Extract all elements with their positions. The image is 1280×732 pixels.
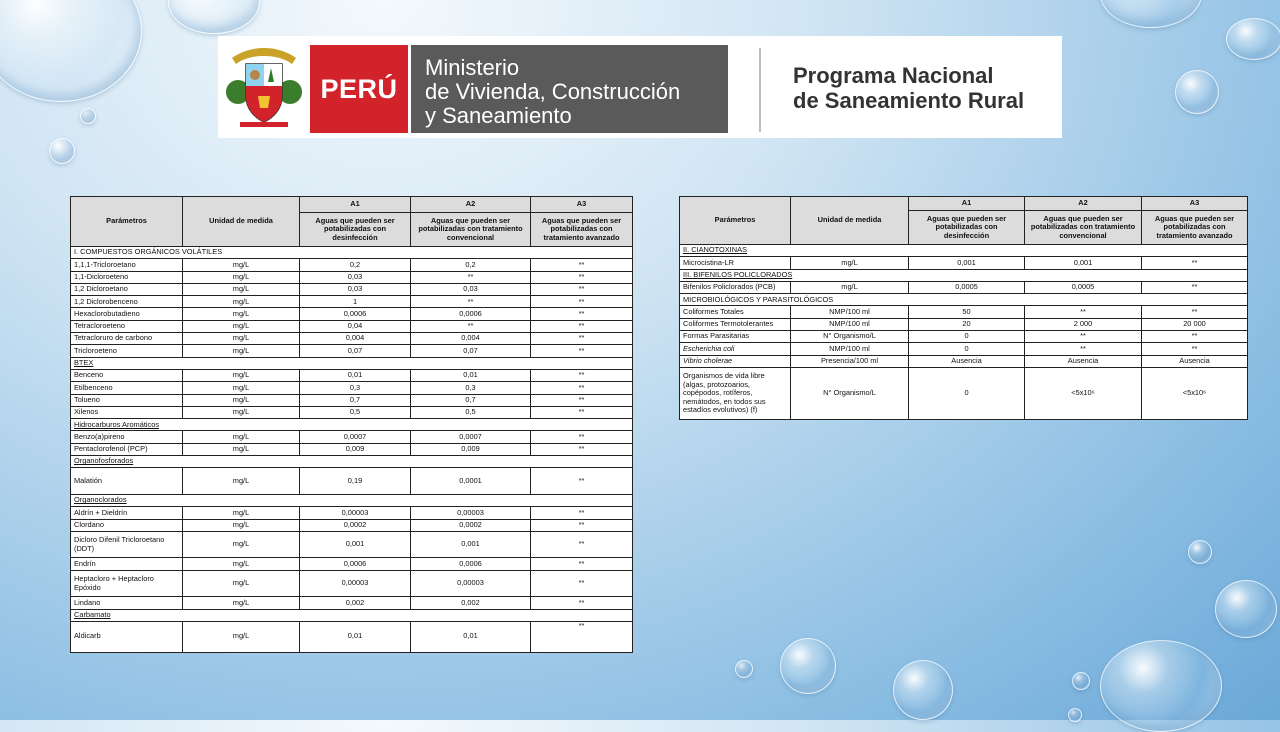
table-row xyxy=(680,257,1248,269)
water-droplet xyxy=(80,108,96,124)
a3-value-cell: ** xyxy=(1142,306,1248,318)
parameter-cell: Benceno xyxy=(71,369,183,381)
a3-value-cell: ** xyxy=(531,283,633,295)
section-row xyxy=(71,357,633,369)
parameter-cell: 1,1,1-Tricloroetano xyxy=(71,259,183,271)
a2-value-cell: 0,00003 xyxy=(411,507,531,519)
a3-value-cell: ** xyxy=(531,333,633,345)
col-header-a1: A1 xyxy=(300,197,411,213)
table-row xyxy=(71,621,633,652)
table-row xyxy=(71,443,633,455)
a1-value-cell: 0,001 xyxy=(909,257,1025,269)
table-row xyxy=(71,333,633,345)
section-row xyxy=(71,247,633,259)
a3-value-cell: ** xyxy=(531,320,633,332)
a2-value-cell: 0,00003 xyxy=(411,570,531,597)
header-banner xyxy=(218,36,1062,138)
table-row xyxy=(71,468,633,495)
unit-cell: mg/L xyxy=(183,531,300,558)
a3-value-cell: ** xyxy=(531,431,633,443)
a1-value-cell: 0,009 xyxy=(300,443,411,455)
a1-value-cell: 0,03 xyxy=(300,283,411,295)
section-title: Organoclorados xyxy=(71,494,633,506)
section-row xyxy=(680,269,1248,281)
parameter-cell: Benzo(a)pireno xyxy=(71,431,183,443)
col-header-unit: Unidad de medida xyxy=(183,197,300,247)
a1-value-cell: 0,0002 xyxy=(300,519,411,531)
parameter-cell: 1,1-Dicloroeteno xyxy=(71,271,183,283)
parameter-cell: Endrín xyxy=(71,558,183,570)
parameter-cell: Organismos de vida libre (algas, protozoarios, copépodos, rotíferos, nemátodos, en todos sus estadíos evolutivos) (f) xyxy=(680,367,791,419)
table-row xyxy=(71,296,633,308)
section-row xyxy=(680,294,1248,306)
a1-value-cell: 0,00003 xyxy=(300,507,411,519)
section-title: II. CIANOTOXINAS xyxy=(680,245,1248,257)
parameter-name: Vibrio cholerae xyxy=(683,356,733,366)
a1-value-cell: 0,7 xyxy=(300,394,411,406)
a2-value-cell: ** xyxy=(411,320,531,332)
a3-value-cell: ** xyxy=(531,406,633,418)
unit-cell: mg/L xyxy=(183,394,300,406)
parameter-cell: Coliformes Totales xyxy=(680,306,791,318)
a2-value-cell: Ausencia xyxy=(1025,355,1142,367)
ministry-name xyxy=(411,45,728,133)
a3-value-cell: ** xyxy=(531,570,633,597)
table-row xyxy=(71,597,633,609)
a2-value-cell: 0,01 xyxy=(411,369,531,381)
a3-value-cell: ** xyxy=(1142,331,1248,343)
table-row xyxy=(71,394,633,406)
a1-value-cell: 0,0007 xyxy=(300,431,411,443)
parameter-cell: 1,2 Diclorobenceno xyxy=(71,296,183,308)
water-droplet xyxy=(893,660,953,720)
unit-cell: mg/L xyxy=(791,281,909,293)
a2-value-cell: ** xyxy=(1025,331,1142,343)
a3-value-cell: ** xyxy=(531,308,633,320)
program-line-2: de Saneamiento Rural xyxy=(793,88,1025,113)
section-title: I. COMPUESTOS ORGÁNICOS VOLÁTILES xyxy=(71,247,633,259)
parameter-cell xyxy=(680,343,791,355)
a1-value-cell: 0,00003 xyxy=(300,570,411,597)
a3-value-cell: Ausencia xyxy=(1142,355,1248,367)
a1-value-cell: 50 xyxy=(909,306,1025,318)
unit-cell: mg/L xyxy=(183,271,300,283)
a3-value-cell: ** xyxy=(531,443,633,455)
program-line-1: Programa Nacional xyxy=(793,63,994,88)
col-header-parameters: Parámetros xyxy=(71,197,183,247)
table-row xyxy=(71,519,633,531)
a3-value-cell: ** xyxy=(531,468,633,495)
a2-value-cell: 0,2 xyxy=(411,259,531,271)
a1-value-cell: 0,5 xyxy=(300,406,411,418)
table-row xyxy=(680,306,1248,318)
table-row xyxy=(71,507,633,519)
a1-value-cell: 0,0006 xyxy=(300,558,411,570)
parameter-cell: Clordano xyxy=(71,519,183,531)
a1-value-cell: 0,07 xyxy=(300,345,411,357)
a2-value-cell: 0,004 xyxy=(411,333,531,345)
table-row xyxy=(680,367,1248,419)
parameter-cell: Tetracloruro de carbono xyxy=(71,333,183,345)
table-row xyxy=(71,558,633,570)
col-header-a1: A1 xyxy=(909,197,1025,211)
ministry-line-3: y Saneamiento xyxy=(425,103,572,128)
parameter-cell: Tricloroeteno xyxy=(71,345,183,357)
parameter-cell: Hexaclorobutadieno xyxy=(71,308,183,320)
water-droplet xyxy=(780,638,836,694)
unit-cell: mg/L xyxy=(183,308,300,320)
a1-value-cell: 0,01 xyxy=(300,369,411,381)
subheader-a3: Aguas que pueden ser potabilizadas con tratamiento avanzado xyxy=(1142,211,1248,245)
program-name xyxy=(793,63,1024,113)
section-row xyxy=(71,419,633,431)
a3-value-cell: ** xyxy=(531,296,633,308)
a2-value-cell: 0,0001 xyxy=(411,468,531,495)
parameter-cell: Tetracloroeteno xyxy=(71,320,183,332)
section-title: III. BIFENILOS POLICLORADOS xyxy=(680,269,1248,281)
parameter-cell: Aldicarb xyxy=(71,621,183,652)
a3-value-cell: ** xyxy=(531,597,633,609)
a2-value-cell: 2 000 xyxy=(1025,318,1142,330)
ministry-line-1: Ministerio xyxy=(425,55,520,80)
section-title: Organofosforados xyxy=(71,456,633,468)
section-row xyxy=(71,456,633,468)
water-droplet xyxy=(1175,70,1219,114)
table-row xyxy=(680,318,1248,330)
subheader-a1: Aguas que pueden ser potabilizadas con desinfección xyxy=(909,211,1025,245)
a1-value-cell: Ausencia xyxy=(909,355,1025,367)
water-droplet xyxy=(168,0,260,34)
a3-value-cell: ** xyxy=(531,531,633,558)
a3-value-cell: ** xyxy=(1142,343,1248,355)
a3-value-cell: <5x10⁶ xyxy=(1142,367,1248,419)
a3-value-cell: ** xyxy=(531,345,633,357)
parameter-name: Escherichia coli xyxy=(683,343,735,353)
section-title: Hidrocarburos Aromáticos xyxy=(71,419,633,431)
unit-cell: mg/L xyxy=(183,296,300,308)
a2-value-cell: 0,009 xyxy=(411,443,531,455)
a2-value-cell: 0,002 xyxy=(411,597,531,609)
unit-cell: NMP/100 ml xyxy=(791,318,909,330)
col-header-a3: A3 xyxy=(1142,197,1248,211)
banner-divider xyxy=(759,48,761,132)
section-title: MICROBIOLÓGICOS Y PARASITOLÓGICOS xyxy=(680,294,1248,306)
a3-value-cell: ** xyxy=(531,369,633,381)
parameter-cell: Coliformes Termotolerantes xyxy=(680,318,791,330)
table-row xyxy=(71,369,633,381)
unit-cell: mg/L xyxy=(183,320,300,332)
peru-coat-of-arms-icon xyxy=(224,44,304,130)
a1-value-cell: 0 xyxy=(909,331,1025,343)
a1-value-cell: 0,01 xyxy=(300,621,411,652)
parameter-cell: Bifenilos Policlorados (PCB) xyxy=(680,281,791,293)
a1-value-cell: 0 xyxy=(909,367,1025,419)
section-title: Carbamato xyxy=(71,609,633,621)
unit-cell: mg/L xyxy=(183,283,300,295)
a2-value-cell: 0,7 xyxy=(411,394,531,406)
a2-value-cell: ** xyxy=(1025,306,1142,318)
a1-value-cell: 0,001 xyxy=(300,531,411,558)
a3-value-cell: ** xyxy=(531,558,633,570)
section-row xyxy=(71,494,633,506)
a3-value-cell: ** xyxy=(531,394,633,406)
section-row xyxy=(71,609,633,621)
a2-value-cell: 0,0006 xyxy=(411,308,531,320)
table-row xyxy=(71,271,633,283)
a2-value-cell: 0,0005 xyxy=(1025,281,1142,293)
unit-cell: mg/L xyxy=(183,597,300,609)
table-row xyxy=(71,308,633,320)
a3-value-cell: ** xyxy=(531,382,633,394)
water-droplet xyxy=(1072,672,1090,690)
unit-cell: mg/L xyxy=(183,443,300,455)
subheader-a2: Aguas que pueden ser potabilizadas con tratamiento convencional xyxy=(1025,211,1142,245)
water-droplet xyxy=(1188,540,1212,564)
a3-value-cell: ** xyxy=(1142,257,1248,269)
a3-value-cell: ** xyxy=(531,519,633,531)
a2-value-cell: 0,0007 xyxy=(411,431,531,443)
unit-cell: N° Organismo/L xyxy=(791,367,909,419)
col-header-parameters: Parámetros xyxy=(680,197,791,245)
parameter-cell: Formas Parasitarias xyxy=(680,331,791,343)
water-droplet xyxy=(1100,640,1222,732)
unit-cell: mg/L xyxy=(183,382,300,394)
left-table-body xyxy=(71,247,633,653)
a2-value-cell: 0,3 xyxy=(411,382,531,394)
unit-cell: N° Organismo/L xyxy=(791,331,909,343)
table-row xyxy=(680,343,1248,355)
a2-value-cell: 0,03 xyxy=(411,283,531,295)
col-header-a2: A2 xyxy=(411,197,531,213)
a2-value-cell: 0,001 xyxy=(411,531,531,558)
unit-cell: mg/L xyxy=(183,333,300,345)
table-row xyxy=(71,382,633,394)
subheader-a3: Aguas que pueden ser potabilizadas con tratamiento avanzado xyxy=(531,213,633,247)
parameter-cell: Etilbenceno xyxy=(71,382,183,394)
a1-value-cell: 0,2 xyxy=(300,259,411,271)
unit-cell: mg/L xyxy=(183,507,300,519)
parameter-cell: Tolueno xyxy=(71,394,183,406)
parameter-cell: Malatión xyxy=(71,468,183,495)
col-header-a2: A2 xyxy=(1025,197,1142,211)
right-table-body xyxy=(680,245,1248,420)
table-row xyxy=(680,331,1248,343)
table-row xyxy=(71,431,633,443)
a3-value-cell: 20 000 xyxy=(1142,318,1248,330)
parameter-cell: 1,2 Dicloroetano xyxy=(71,283,183,295)
a1-value-cell: 20 xyxy=(909,318,1025,330)
parameter-cell: Lindano xyxy=(71,597,183,609)
unit-cell: mg/L xyxy=(183,369,300,381)
water-droplet xyxy=(49,138,75,164)
unit-cell: mg/L xyxy=(183,406,300,418)
unit-cell: mg/L xyxy=(183,431,300,443)
parameter-cell: Microcistina-LR xyxy=(680,257,791,269)
a3-value-cell: ** xyxy=(531,271,633,283)
unit-cell: mg/L xyxy=(183,259,300,271)
col-header-unit: Unidad de medida xyxy=(791,197,909,245)
unit-cell: Presencia/100 ml xyxy=(791,355,909,367)
a3-value-cell: ** xyxy=(1142,281,1248,293)
parameter-cell: Dicloro Difenil Tricloroetano (DDT) xyxy=(71,531,183,558)
a1-value-cell: 0 xyxy=(909,343,1025,355)
a2-value-cell: ** xyxy=(411,271,531,283)
a1-value-cell: 0,0006 xyxy=(300,308,411,320)
unit-cell: NMP/100 ml xyxy=(791,306,909,318)
ministry-line-2: de Vivienda, Construcción xyxy=(425,79,681,104)
a1-value-cell: 0,03 xyxy=(300,271,411,283)
a1-value-cell: 1 xyxy=(300,296,411,308)
parameter-cell xyxy=(680,355,791,367)
unit-cell: mg/L xyxy=(183,519,300,531)
a1-value-cell: 0,19 xyxy=(300,468,411,495)
section-row xyxy=(680,245,1248,257)
right-quality-table xyxy=(679,196,1247,420)
unit-cell: NMP/100 ml xyxy=(791,343,909,355)
a1-value-cell: 0,004 xyxy=(300,333,411,345)
subheader-a1: Aguas que pueden ser potabilizadas con desinfección xyxy=(300,213,411,247)
table-row xyxy=(71,259,633,271)
a2-value-cell: <5x10⁶ xyxy=(1025,367,1142,419)
table-row xyxy=(71,531,633,558)
a2-value-cell: 0,07 xyxy=(411,345,531,357)
water-droplet xyxy=(1215,580,1277,638)
col-header-a3: A3 xyxy=(531,197,633,213)
subheader-a2: Aguas que pueden ser potabilizadas con tratamiento convencional xyxy=(411,213,531,247)
peru-brand: PERÚ xyxy=(310,45,408,133)
section-title: BTEX xyxy=(71,357,633,369)
a2-value-cell: ** xyxy=(1025,343,1142,355)
a3-value-cell: ** xyxy=(531,507,633,519)
a1-value-cell: 0,0005 xyxy=(909,281,1025,293)
table-row xyxy=(71,406,633,418)
parameter-cell: Aldrín + Dieldrín xyxy=(71,507,183,519)
unit-cell: mg/L xyxy=(183,570,300,597)
unit-cell: mg/L xyxy=(183,468,300,495)
a1-value-cell: 0,04 xyxy=(300,320,411,332)
table-row xyxy=(71,570,633,597)
a2-value-cell: ** xyxy=(411,296,531,308)
water-droplet xyxy=(735,660,753,678)
a2-value-cell: 0,5 xyxy=(411,406,531,418)
a2-value-cell: 0,001 xyxy=(1025,257,1142,269)
a3-value-cell: ** xyxy=(531,259,633,271)
a3-value-cell: ** xyxy=(531,621,633,652)
table-row xyxy=(680,281,1248,293)
table-row xyxy=(680,355,1248,367)
water-droplet xyxy=(0,0,142,102)
parameter-cell: Xilenos xyxy=(71,406,183,418)
table-row xyxy=(71,345,633,357)
unit-cell: mg/L xyxy=(183,345,300,357)
water-droplet xyxy=(1226,18,1280,60)
a1-value-cell: 0,002 xyxy=(300,597,411,609)
table-row xyxy=(71,320,633,332)
table-row xyxy=(71,283,633,295)
parameter-cell: Pentaclorofenol (PCP) xyxy=(71,443,183,455)
left-quality-table xyxy=(70,196,632,653)
unit-cell: mg/L xyxy=(183,558,300,570)
a2-value-cell: 0,01 xyxy=(411,621,531,652)
water-droplet xyxy=(1100,0,1202,28)
unit-cell: mg/L xyxy=(791,257,909,269)
unit-cell: mg/L xyxy=(183,621,300,652)
a1-value-cell: 0,3 xyxy=(300,382,411,394)
parameter-cell: Heptacloro + Heptacloro Epóxido xyxy=(71,570,183,597)
a2-value-cell: 0,0006 xyxy=(411,558,531,570)
a2-value-cell: 0,0002 xyxy=(411,519,531,531)
